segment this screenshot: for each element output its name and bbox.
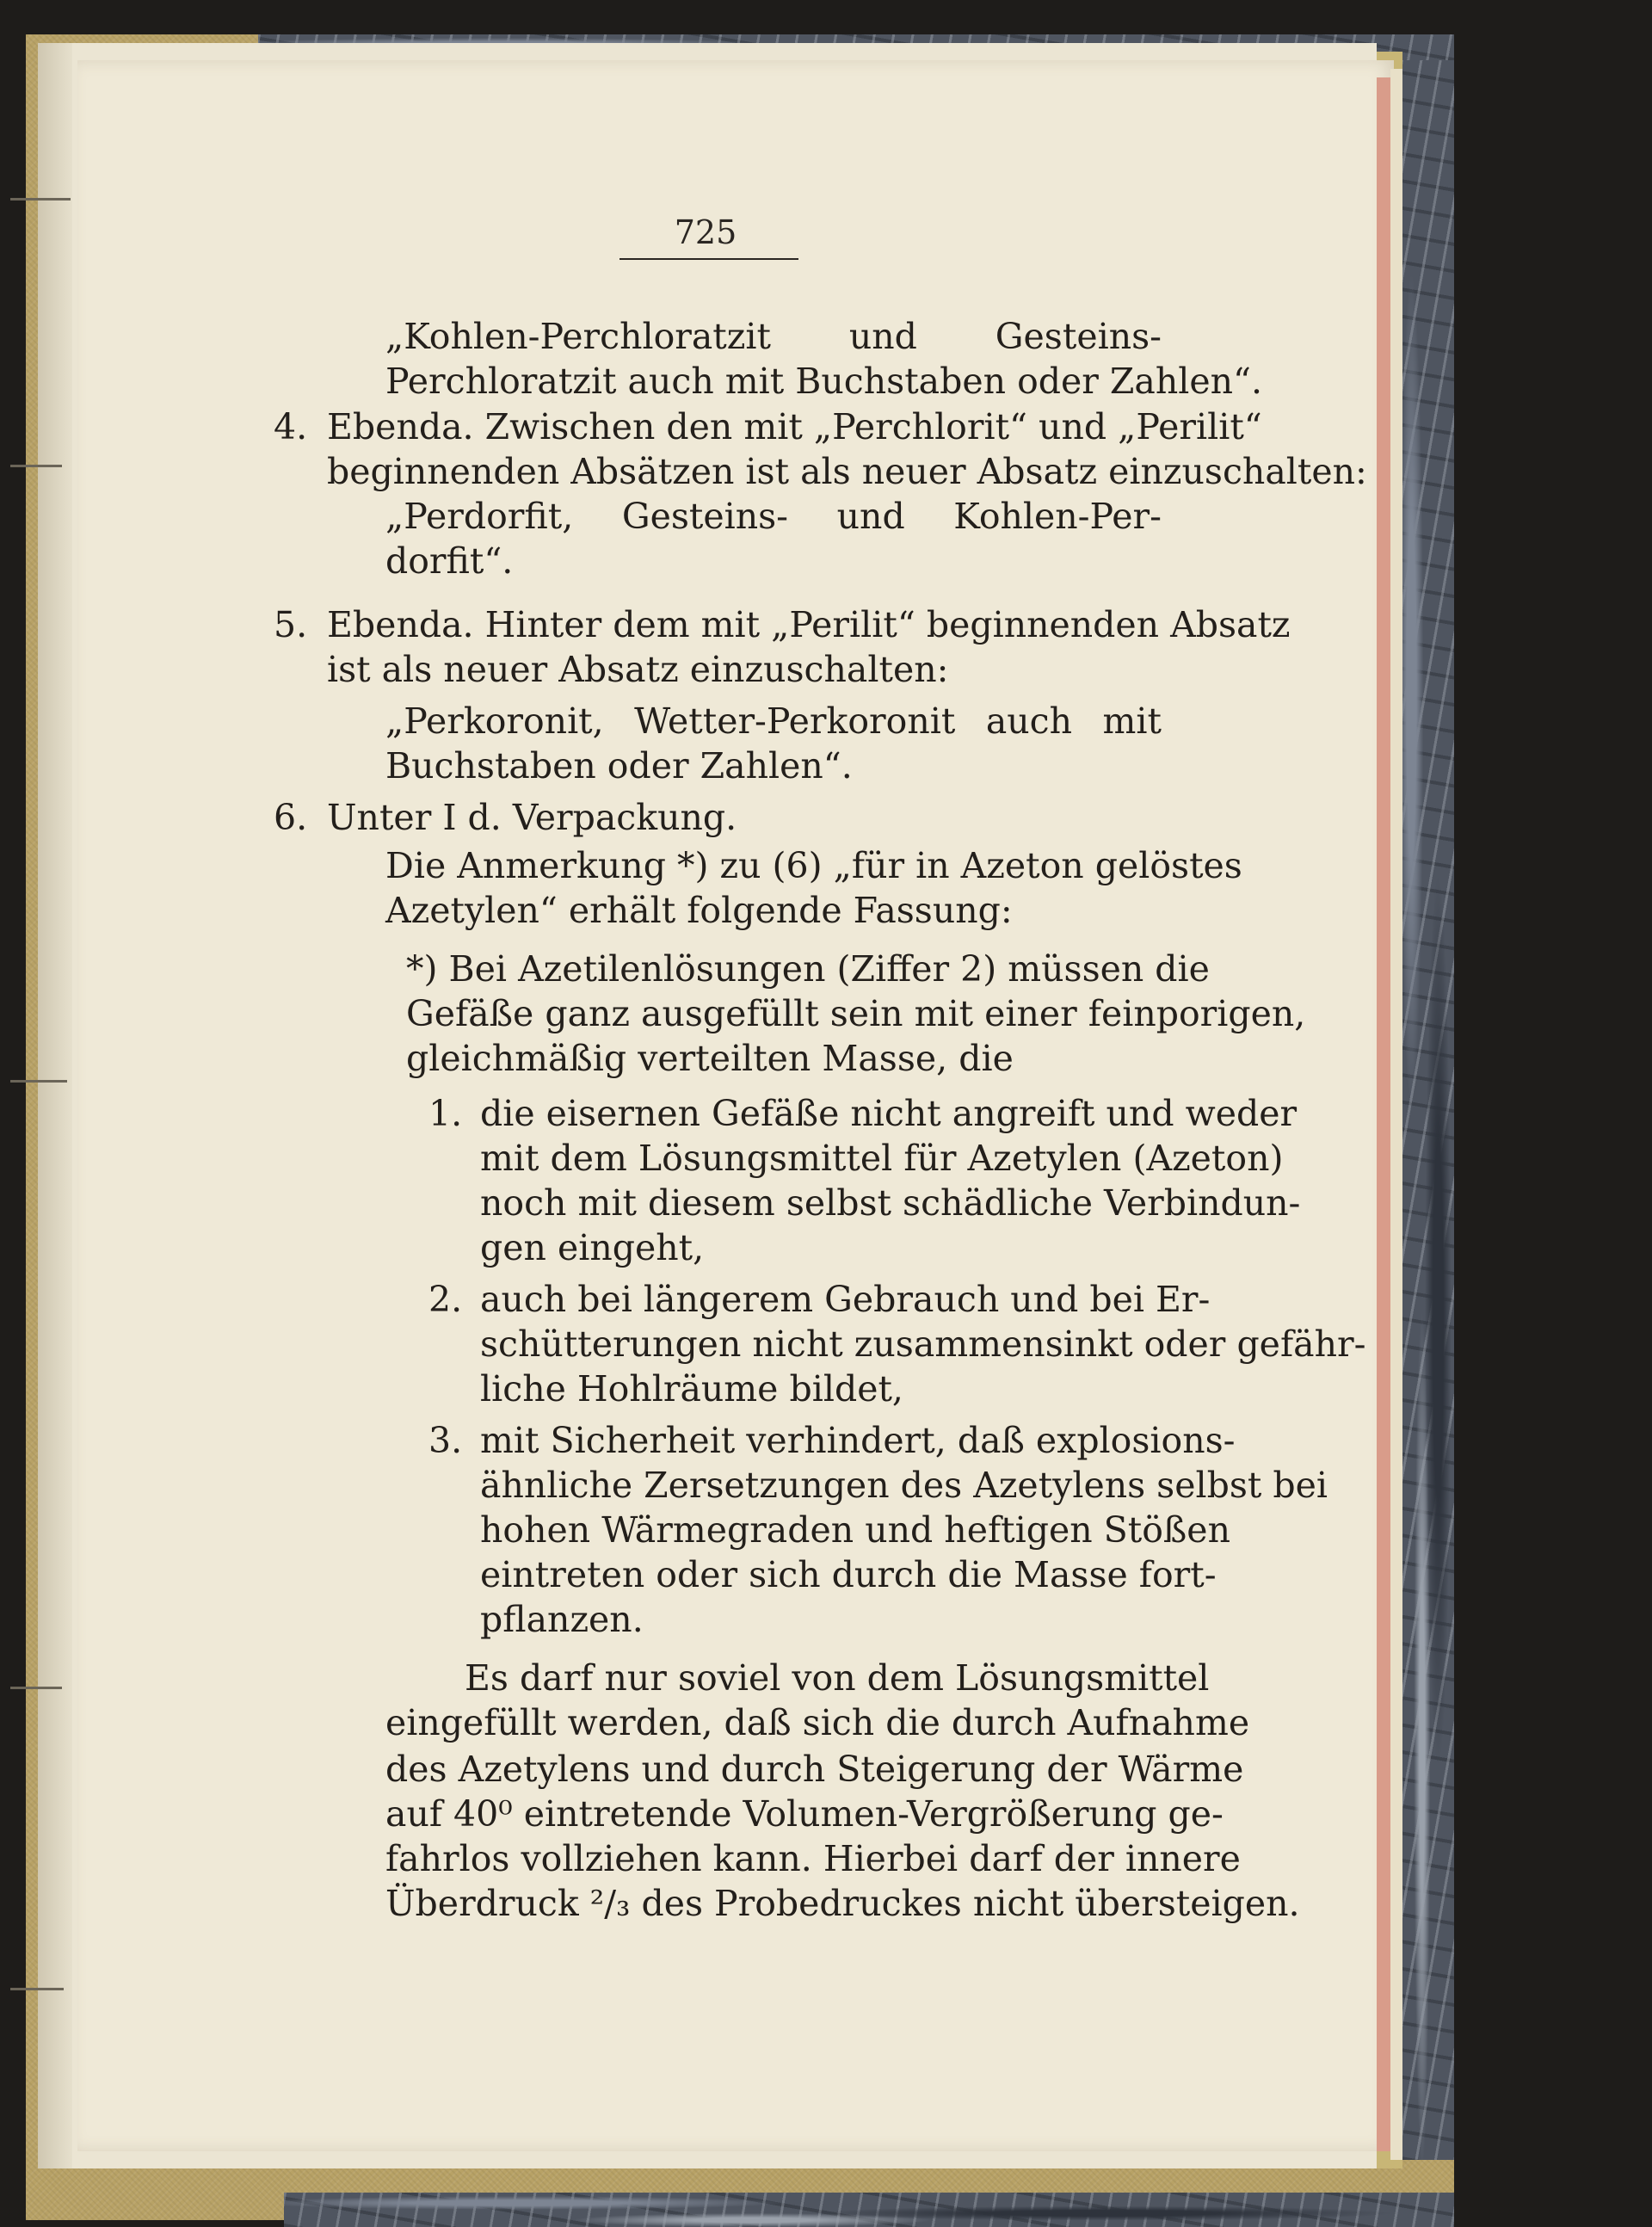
- text-line: Perchloratzit auch mit Buchstaben oder Zahlen“.: [385, 361, 1263, 402]
- text-line: eintreten oder sich durch die Masse fort-: [480, 1554, 1217, 1595]
- text-line: Die Anmerkung *) zu (6) „für in Azeton gelöstes: [385, 845, 1242, 886]
- text-line: noch mit diesem selbst schädliche Verbindun-: [480, 1182, 1301, 1224]
- text-line: mit dem Lösungsmittel für Azetylen (Azeton): [480, 1138, 1284, 1179]
- header-rule: [620, 258, 798, 260]
- text-line: mit Sicherheit verhindert, daß explosions-: [480, 1420, 1236, 1461]
- item-number: 6.: [274, 797, 308, 838]
- text-line: liche Hohlräume bildet,: [480, 1368, 903, 1410]
- text-line: Ebenda. Hinter dem mit „Perilit“ beginnenden Absatz: [327, 604, 1291, 645]
- text-line: gleichmäßig verteilten Masse, die: [406, 1038, 1014, 1079]
- item-number: 4.: [274, 406, 308, 447]
- page-number: 725: [674, 213, 737, 251]
- text-line: Gefäße ganz ausgefüllt sein mit einer feinporigen,: [406, 993, 1306, 1034]
- text-line: schütterungen nicht zusammensinkt oder gefähr-: [480, 1323, 1366, 1365]
- text-line: des Azetylens und durch Steigerung der Wärme: [385, 1749, 1244, 1790]
- text-line: *) Bei Azetilenlösungen (Ziffer 2) müssen die: [406, 948, 1210, 990]
- text-line: „Kohlen-Perchloratzit und Gesteins-: [385, 316, 1162, 357]
- text-line: „Perkoronit, Wetter-Perkoronit auch mit: [385, 700, 1162, 742]
- text-line: pflanzen.: [480, 1599, 644, 1640]
- text-line: eingefüllt werden, daß sich die durch Aufnahme: [385, 1702, 1250, 1743]
- text-line: ist als neuer Absatz einzuschalten:: [327, 649, 949, 690]
- text-line: dorfit“.: [385, 540, 514, 582]
- text-line: Es darf nur soviel von dem Lösungsmittel: [465, 1657, 1210, 1699]
- text-line: Ebenda. Zwischen den mit „Perchlorit“ und „Perilit“: [327, 406, 1262, 447]
- text-line: die eisernen Gefäße nicht angreift und weder: [480, 1093, 1298, 1134]
- text-line: auf 40⁰ eintretende Volumen-Vergrößerung ge-: [385, 1793, 1224, 1835]
- text-line: Überdruck ²/₃ des Probedruckes nicht übersteigen.: [385, 1883, 1300, 1924]
- text-line: „Perdorfit, Gesteins- und Kohlen-Per-: [385, 496, 1162, 537]
- text-line: ähnliche Zersetzungen des Azetylens selbst bei: [480, 1465, 1328, 1506]
- item-number: 5.: [274, 604, 308, 645]
- text-line: Unter I d. Verpackung.: [327, 797, 737, 838]
- text-line: hohen Wärmegraden und heftigen Stößen: [480, 1509, 1230, 1551]
- text-line: beginnenden Absätzen ist als neuer Absatz einzuschalten:: [327, 451, 1367, 492]
- item-number: 3.: [428, 1420, 463, 1461]
- item-number: 2.: [428, 1279, 463, 1320]
- item-number: 1.: [428, 1093, 463, 1134]
- text-line: Buchstaben oder Zahlen“.: [385, 745, 853, 787]
- text-line: Azetylen“ erhält folgende Fassung:: [385, 890, 1013, 931]
- text-line: auch bei längerem Gebrauch und bei Er-: [480, 1279, 1211, 1320]
- text-line: gen eingeht,: [480, 1227, 705, 1268]
- text-line: fahrlos vollziehen kann. Hierbei darf der innere: [385, 1838, 1241, 1879]
